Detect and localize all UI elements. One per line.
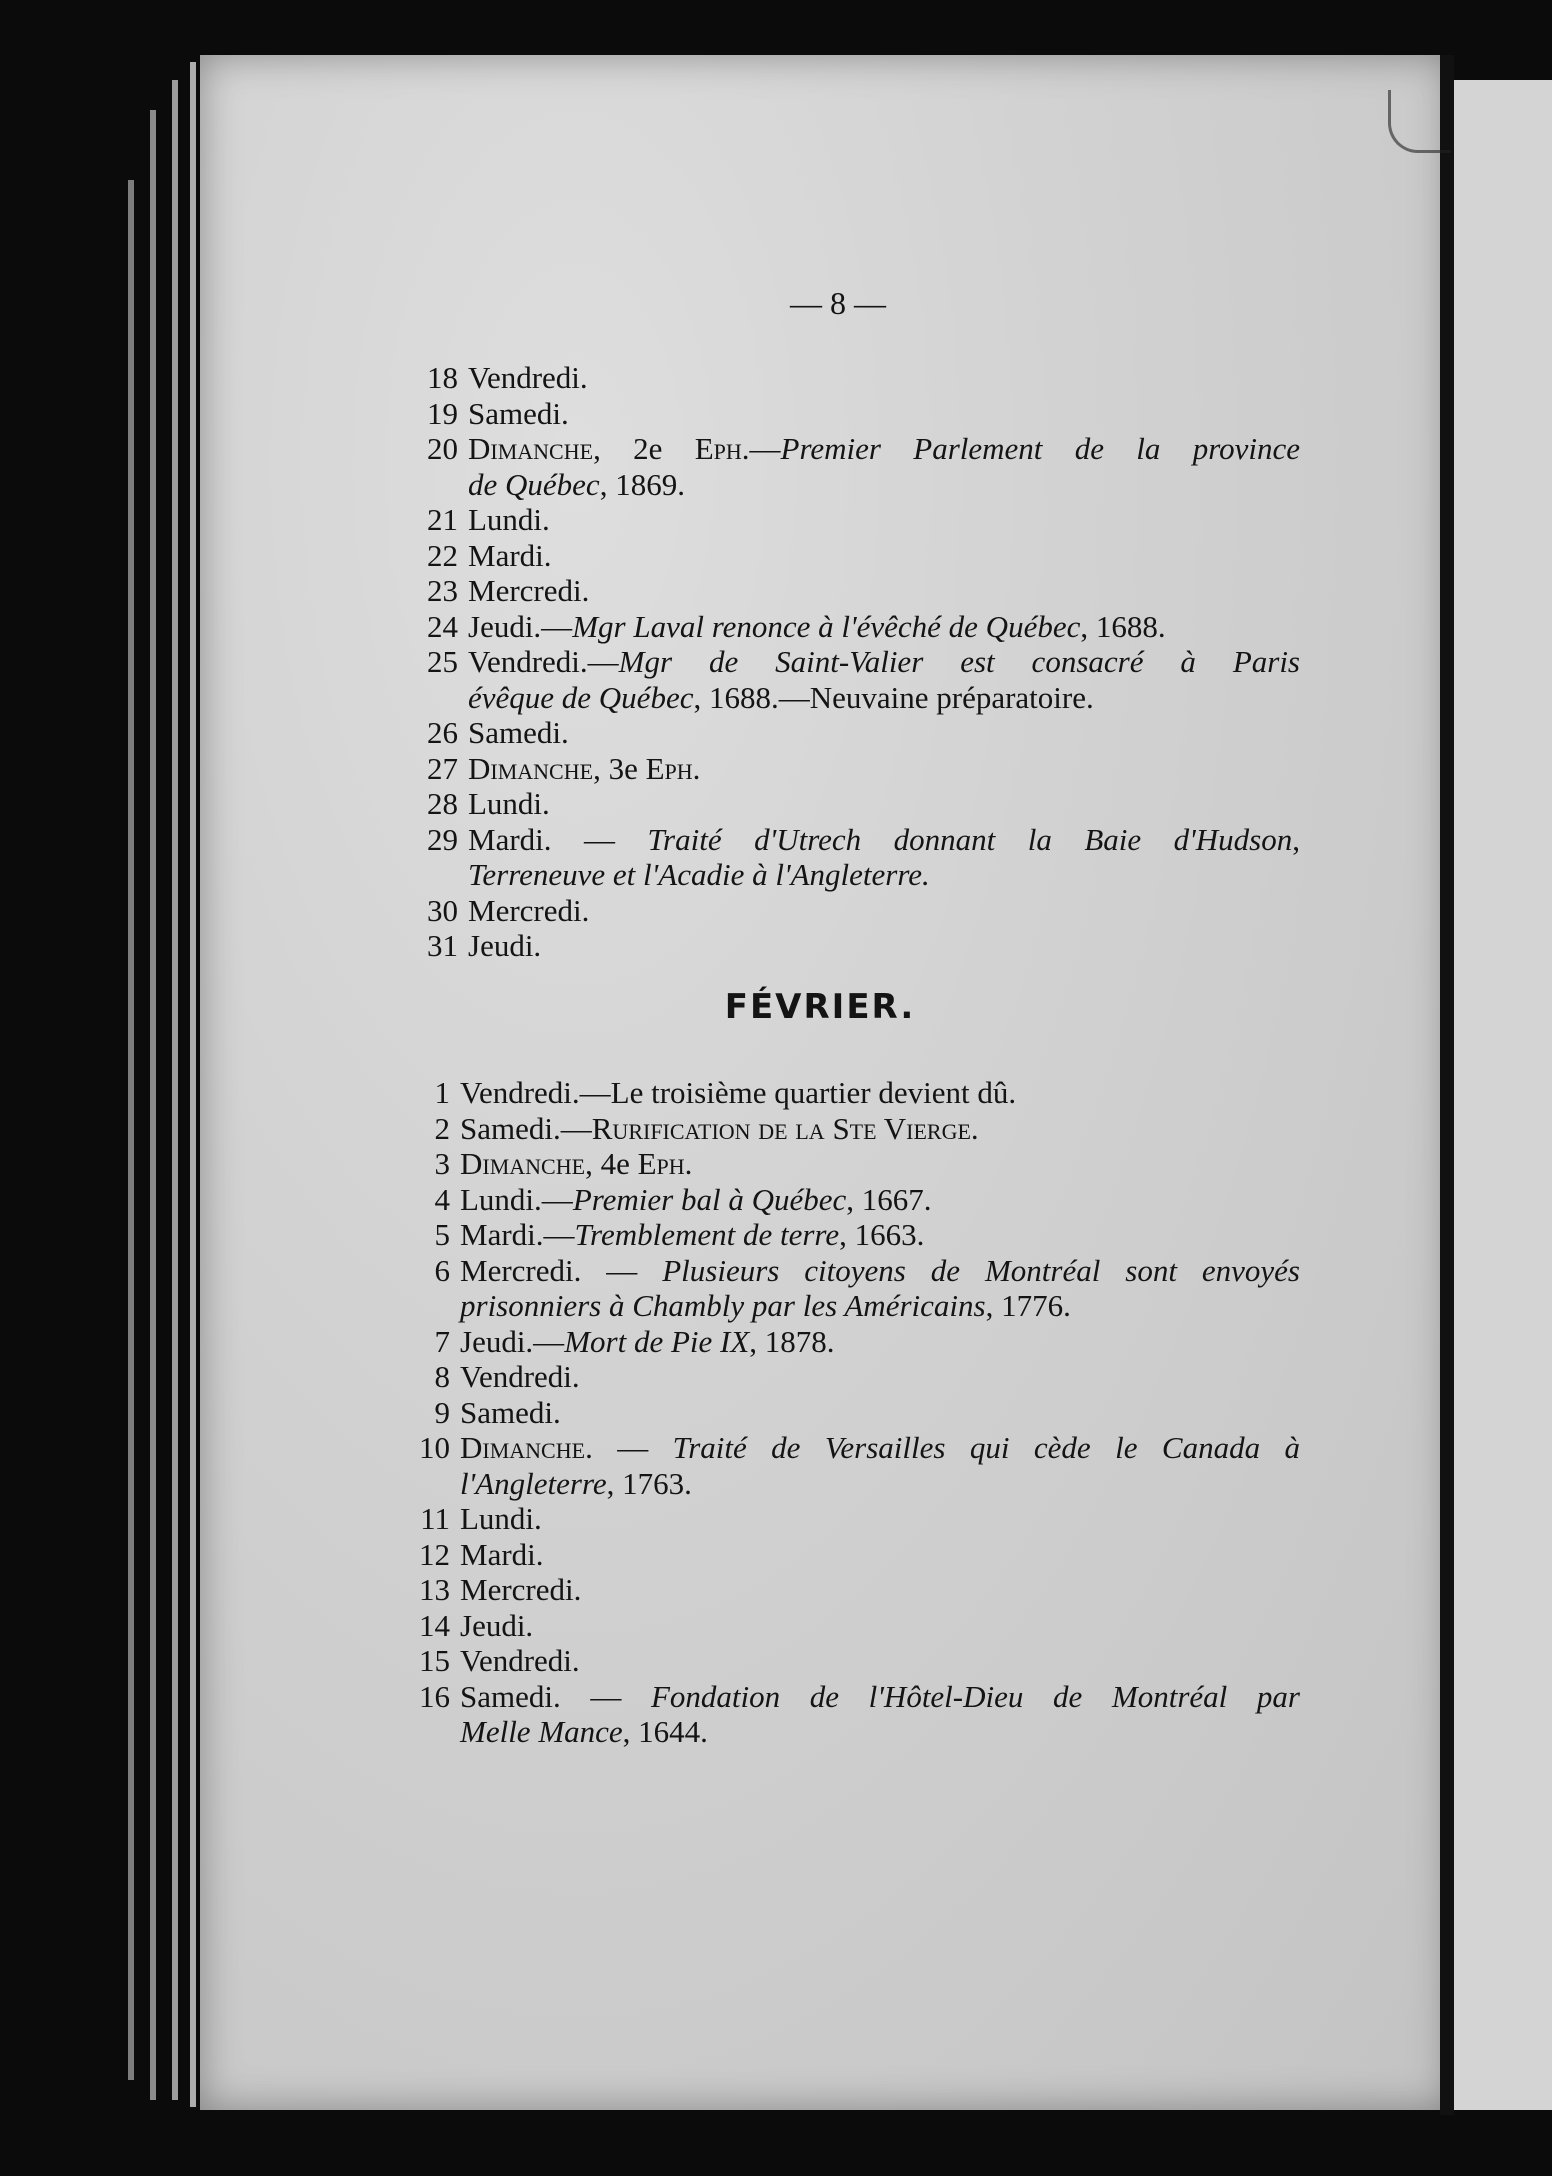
entry-text [460,1395,1300,1431]
day-number: 1 [434,1075,450,1110]
text-segment: , 1878. [749,1323,835,1359]
calendar-entry [392,1075,1300,1111]
text-segment: , 1688. [1080,608,1166,644]
entry-text [468,715,1300,751]
calendar-text [400,290,1300,1750]
text-segment: Dimanche [468,750,594,786]
calendar-entry [400,928,1300,964]
month-heading: FÉVRIER. [724,986,916,1027]
text-segment: Jeudi.— [468,608,573,644]
text-segment: .— [741,431,781,466]
day-number: 27 [427,750,458,786]
text-segment: Terreneuve et l'Acadie à l'Angleterre. [468,857,930,892]
text-segment: Premier Parlement de la province [780,431,1300,466]
day-number: 10 [419,1430,450,1465]
text-segment: . [970,1110,979,1146]
entry-text [468,893,1300,929]
entry-text [460,1253,1300,1289]
text-segment: Mercredi. [468,573,590,608]
text-segment: l'Angleterre [460,1465,607,1501]
text-segment: Vendredi. [468,360,588,395]
entry-text [460,1075,1300,1111]
calendar-entry [392,1111,1300,1147]
calendar-entry [400,715,1300,751]
text-segment: , 1763. [606,1465,692,1501]
day-number: 11 [420,1501,450,1536]
text-segment: Traité d'Utrech donnant la Baie d'Hudson [647,821,1293,857]
text-segment: , 1644. [622,1714,708,1749]
entry-text [460,1537,1300,1573]
entry-text [460,1324,1300,1360]
calendar-entry [400,609,1300,645]
text-segment: Mercredi. [460,1572,582,1607]
day-number: 2 [434,1110,450,1146]
text-segment: Vendredi. [460,1359,580,1394]
calendar-entry [400,538,1300,574]
january-entries [400,360,1300,964]
page-edge [172,80,178,2100]
calendar-entry [392,1217,1300,1253]
text-segment: Fondation de l'Hôtel-Dieu de Montréal par [651,1678,1300,1714]
day-number: 23 [427,573,458,608]
calendar-entry [392,1182,1300,1218]
calendar-entry [400,573,1300,609]
entry-text [460,1359,1300,1395]
text-segment: , 3e [593,750,646,786]
calendar-entry [392,1608,1300,1644]
text-segment: Dimanche [460,1430,586,1465]
text-segment: Melle Mance [460,1714,623,1749]
text-segment: Mardi. [460,1536,544,1572]
entry-text [460,1572,1300,1608]
text-segment: Dimanche [468,431,594,466]
calendar-entry [392,1146,1300,1182]
day-number: 7 [434,1323,450,1359]
text-segment: de Québec [468,466,600,502]
entry-text [468,502,1300,538]
text-segment: Samedi. [468,395,569,431]
entry-text [460,1608,1300,1644]
page-edge [190,62,196,2107]
entry-text [468,609,1300,645]
calendar-entry [392,1501,1300,1537]
day-number: 4 [434,1181,450,1217]
text-segment: Eph [645,750,693,786]
entry-text [468,822,1300,858]
text-segment: , 1776. [985,1288,1071,1323]
header-space [400,290,1300,360]
calendar-entry [392,1395,1300,1431]
text-segment: Mercredi. — [460,1252,663,1288]
day-number: 24 [427,608,458,644]
entry-text [468,396,1300,432]
calendar-entry [400,893,1300,929]
entry-text [468,644,1300,680]
calendar-entry [392,1359,1300,1395]
day-number: 28 [427,786,458,821]
entry-text [468,786,1300,822]
text-segment: Vendredi.— [468,644,619,679]
day-number: 25 [427,644,458,679]
february-entries [392,1075,1300,1750]
calendar-entry [400,644,1300,680]
entry-continuation [400,467,1300,503]
text-segment: Lundi. [460,1501,542,1536]
day-number: 8 [434,1359,450,1394]
day-number: 26 [427,715,458,750]
calendar-entry [392,1253,1300,1289]
text-segment: . [684,1146,693,1181]
calendar-entry [392,1430,1300,1466]
entry-text [460,1217,1300,1253]
page-edge [128,180,134,2080]
entry-text [460,1501,1300,1537]
entry-text [460,1679,1300,1715]
text-segment: Dimanche [460,1146,586,1181]
entry-text [460,1643,1300,1679]
entry-text [468,431,1300,467]
text-segment: Mgr Laval renonce à l'évêché de Québec [572,608,1081,644]
entry-text [460,1111,1300,1147]
day-number: 22 [427,537,458,573]
text-segment: Lundi.— [460,1181,573,1217]
day-number: 31 [427,928,458,963]
day-number: 16 [419,1678,450,1714]
text-segment: , 1688.—Neuvaine préparatoire. [693,679,1094,715]
text-segment: Mercredi. [468,892,590,928]
text-segment: , 1663. [839,1217,925,1252]
day-number: 29 [427,821,458,857]
text-segment: Eph [637,1146,685,1181]
day-number: 5 [434,1217,450,1252]
text-segment: , 2e [593,431,695,466]
day-number: 12 [419,1536,450,1572]
text-segment: Traité de Versailles qui cède le Canada à [672,1430,1301,1465]
pencil-mark [1388,90,1451,153]
text-segment: Vendredi. [460,1643,580,1678]
text-segment: Eph [694,431,742,466]
calendar-entry [392,1572,1300,1608]
entry-text [468,360,1300,396]
calendar-entry [392,1679,1300,1715]
text-segment: prisonniers à Chambly par les Américains [460,1288,986,1323]
day-number: 20 [427,431,458,466]
text-segment: , 1667. [846,1181,932,1217]
text-segment: Samedi. — [460,1678,651,1714]
entry-text [460,1146,1300,1182]
binding-fold [1440,55,1454,2115]
text-segment: Samedi. [468,715,569,750]
calendar-entry [400,396,1300,432]
entry-continuation [392,1714,1300,1750]
text-segment: évêque de Québec [468,679,694,715]
day-number: 14 [419,1607,450,1643]
text-segment: Mgr de Saint-Valier est consacré à Paris [618,644,1300,679]
calendar-entry [392,1537,1300,1573]
day-number: 21 [427,502,458,537]
text-segment: Tremblement de terre [574,1217,840,1252]
entry-continuation [392,1288,1300,1324]
entry-text [460,1182,1300,1218]
entry-text [468,751,1300,787]
text-segment: Plusieurs citoyens de Montréal sont envoyés [662,1252,1301,1288]
day-number: 9 [434,1394,450,1430]
text-segment: Premier bal à Québec [572,1181,847,1217]
entry-text [468,928,1300,964]
text-segment: Mardi.— [460,1217,575,1252]
day-number: 13 [419,1572,450,1607]
text-segment: Lundi. [468,502,550,537]
day-number: 19 [427,395,458,431]
text-segment: Mardi. [468,537,552,573]
text-segment: Jeudi. [460,1607,534,1643]
calendar-entry [400,360,1300,396]
entry-text [468,538,1300,574]
text-segment: , [1292,821,1300,857]
text-segment: . [692,750,701,786]
text-segment: Samedi. [460,1394,561,1430]
text-segment: Mardi. — [468,821,648,857]
text-segment: , 4e [585,1146,638,1181]
text-segment: , 1869. [599,466,685,502]
calendar-entry [400,822,1300,858]
facing-page-strip [1454,80,1552,2110]
entry-continuation [400,680,1300,716]
page-number: — 8 — [790,285,886,321]
text-segment: Samedi.— [460,1110,592,1146]
day-number: 18 [427,360,458,395]
calendar-entry [392,1643,1300,1679]
text-segment: Jeudi. [468,928,542,963]
calendar-entry [400,431,1300,467]
text-segment: Jeudi.— [460,1323,565,1359]
text-segment: Lundi. [468,786,550,821]
page-edge [150,110,156,2100]
day-number: 15 [419,1643,450,1678]
entry-continuation [392,1466,1300,1502]
day-number: 3 [434,1146,450,1181]
entry-text [460,1430,1300,1466]
calendar-entry [400,751,1300,787]
entry-continuation [400,857,1300,893]
calendar-entry [400,786,1300,822]
text-segment: Vendredi.—Le troisième quartier devient dû. [460,1075,1017,1110]
text-segment: Rurification de la Ste Vierge [591,1110,971,1146]
text-segment: Mort de Pie IX [564,1323,750,1359]
calendar-entry [400,502,1300,538]
day-number: 30 [427,892,458,928]
calendar-entry [392,1324,1300,1360]
text-segment: . — [585,1430,673,1465]
day-number: 6 [434,1252,450,1288]
entry-text [468,573,1300,609]
